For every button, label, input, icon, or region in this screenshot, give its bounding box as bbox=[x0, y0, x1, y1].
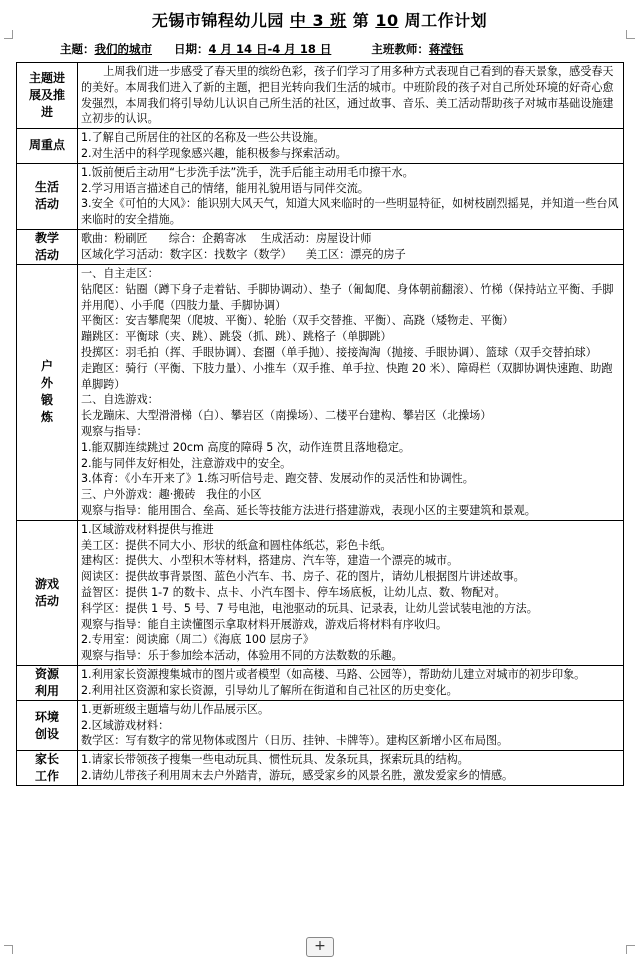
list-item: 观察与指导：能自主读懂图示拿取材料开展游戏，游戏后将材料有序收归。 bbox=[81, 617, 448, 631]
page-corner-mark bbox=[4, 30, 13, 39]
list-item: 1.利用家长资源搜集城市的图片或者模型（如高楼、马路、公园等），帮助幼儿建立对城市的初步印象。 bbox=[81, 667, 586, 681]
list-item: 3.体育：《小车开来了》1.练习听信号走、跑交替、发展动作的灵活性和协调性。 bbox=[81, 472, 474, 486]
list-item: 区域化学习活动：数字区：找数字（数学） 美工区：漂亮的房子 bbox=[81, 247, 406, 261]
label-life: 生活 活动 bbox=[17, 163, 78, 229]
list-item: 长龙蹦床、大型滑滑梯（白）、攀岩区（南操场）、二楼平台建构、攀岩区（北操场） bbox=[81, 409, 492, 423]
list-item: 2.区域游戏材料： bbox=[81, 718, 170, 732]
title-prefix: 无锡市锦程幼儿园 bbox=[151, 11, 290, 30]
label-resources: 资源 利用 bbox=[17, 665, 78, 700]
cell-theme-progress bbox=[78, 63, 624, 129]
list-item: 蹦跳区：平衡球（夹、跳）、跳袋（抓、跳）、跳格子（单脚跳） bbox=[81, 330, 392, 344]
theme-value: 我们的城市 bbox=[94, 42, 152, 56]
cell-resources bbox=[78, 665, 624, 700]
cell-teaching bbox=[78, 229, 624, 264]
weekly-plan-table bbox=[16, 62, 624, 786]
teacher-value: 蒋滢钰 bbox=[428, 42, 464, 56]
list-item: 观察与指导：乐于参加绘本活动，体验用不同的方法数数的乐趣。 bbox=[81, 649, 403, 663]
label-games: 游戏 活动 bbox=[17, 520, 78, 665]
list-item: 1.了解自己所居住的社区的名称及一些公共设施。 bbox=[81, 131, 325, 145]
list-item: 一、自主走区： bbox=[81, 266, 159, 280]
title-week-number: 10 bbox=[375, 11, 399, 30]
list-item: 2.请幼儿带孩子利用周末去户外踏青，游玩，感受家乡的风景名胜，激发爱家乡的情感。 bbox=[81, 769, 514, 783]
list-item: 走跑区：骑行（平衡、下肢力量）、小推车（双手推、单手拉、快跑 20 米）、障碍栏（双脚协调快速跑、助跑单脚跨） bbox=[81, 361, 613, 391]
list-item: 歌曲：粉刷匠 综合：企鹅寄冰 生成活动：房屋设计师 bbox=[81, 231, 372, 245]
date-label: 日期： bbox=[174, 42, 209, 56]
page-title bbox=[0, 8, 639, 31]
cell-life bbox=[78, 163, 624, 229]
list-item: 钻爬区：钻圈（蹲下身子走着钻、手脚协调动）、垫子（匍匐爬、身体朝前翻滚）、竹梯（保持站立平衡、手脚并用爬）、小手爬（四肢力量、手脚协调） bbox=[81, 282, 614, 312]
date-value: 4 月 14 日-4 月 18 日 bbox=[208, 42, 332, 56]
list-item: 建构区：提供大、小型积木等材料，搭建房、汽车等，建造一个漂亮的城市。 bbox=[81, 554, 459, 568]
theme-progress-text: 上周我们进一步感受了春天里的缤纷色彩，孩子们学习了用多种方式表现自己看到的春天景象，感受春天的美好。本周我们进入了新的主题，把目光转向我们生活的城市。中班阶段的孩子对自己所处环境的好奇心愈发强烈，本周我们将引导幼儿认识自己所生活的社区，通过故事、音乐、美工活动帮助孩子对城市基础设施建立初步的认识。 bbox=[81, 65, 614, 126]
page-corner-mark bbox=[626, 30, 635, 39]
title-class-name: 中 3 班 bbox=[289, 11, 347, 30]
label-outdoor: 户 外 锻 炼 bbox=[17, 264, 78, 520]
row-teaching bbox=[17, 229, 624, 264]
list-item: 益智区：提供 1-7 的数卡、点卡、小汽车图卡、停车场底板，让幼儿点、数、物配对。 bbox=[81, 585, 506, 599]
list-item: 观察与指导： bbox=[81, 424, 148, 438]
list-item: 1.能双脚连续跳过 20cm 高度的障碍 5 次，动作连贯且落地稳定。 bbox=[81, 440, 411, 454]
theme-label: 主题： bbox=[60, 42, 95, 56]
row-resources bbox=[17, 665, 624, 700]
row-theme-progress bbox=[17, 63, 624, 129]
cell-environment bbox=[78, 700, 624, 750]
list-item: 三、户外游戏：趣·搬砖 我住的小区 bbox=[81, 488, 262, 502]
list-item: 1.更新班级主题墙与幼儿作品展示区。 bbox=[81, 702, 270, 716]
row-games bbox=[17, 520, 624, 665]
list-item: 观察与指导：能用围合、垒高、延长等技能方法进行搭建游戏，表现小区的主要建筑和景观。 bbox=[81, 503, 536, 517]
row-outdoor bbox=[17, 264, 624, 520]
label-family: 家长 工作 bbox=[17, 751, 78, 786]
list-item: 科学区：提供 1 号、5 号、7 号电池，电池驱动的玩具、记录表，让幼儿尝试装电池的方法。 bbox=[81, 601, 538, 615]
row-life bbox=[17, 163, 624, 229]
teacher-label: 主班教师： bbox=[371, 42, 429, 56]
list-item: 美工区：提供不同大小、形状的纸盒和圆柱体纸芯，彩色卡纸。 bbox=[81, 538, 392, 552]
list-item: 1.请家长带领孩子搜集一些电动玩具、惯性玩具、发条玩具，探索玩具的结构。 bbox=[81, 753, 469, 767]
cell-outdoor bbox=[78, 264, 624, 520]
row-environment bbox=[17, 700, 624, 750]
row-family bbox=[17, 751, 624, 786]
label-teaching: 教学 活动 bbox=[17, 229, 78, 264]
cell-games bbox=[78, 520, 624, 665]
page-corner-mark bbox=[4, 945, 13, 954]
list-item: 1.饭前便后主动用“七步洗手法”洗手，洗手后能主动用毛巾擦干水。 bbox=[81, 165, 414, 179]
row-week-focus bbox=[17, 129, 624, 164]
label-week-focus: 周重点 bbox=[17, 129, 78, 164]
list-item: 2.能与同伴友好相处，注意游戏中的安全。 bbox=[81, 456, 292, 470]
list-item: 2.对生活中的科学现象感兴趣，能积极参与探索活动。 bbox=[81, 146, 347, 160]
list-item: 2.利用社区资源和家长资源，引导幼儿了解所在街道和自己社区的历史变化。 bbox=[81, 683, 458, 697]
list-item: 平衡区：安吉攀爬架（爬坡、平衡）、轮胎（双手交替推、平衡）、高跷（矮物走、平衡） bbox=[81, 314, 514, 328]
add-page-button[interactable]: + bbox=[306, 937, 334, 957]
list-item: 阅读区：提供故事背景图、蓝色小汽车、书、房子、花的图片，请幼儿根据图片讲述故事。 bbox=[81, 570, 525, 584]
list-item: 数学区：写有数字的常见物体或图片（日历、挂钟、卡牌等）。建构区新增小区布局图。 bbox=[81, 734, 509, 748]
list-item: 2.学习用语言描述自己的情绪，能用礼貌用语与同伴交流。 bbox=[81, 181, 369, 195]
title-suffix: 周工作计划 bbox=[398, 11, 488, 30]
list-item: 1.区域游戏材料提供与推进 bbox=[81, 522, 214, 536]
list-item: 3.安全《可怕的大风》：能识别大风天气，知道大风来临时的一些明显特征，如树枝剧烈摇晃，并知道一些台风来临时的安全措施。 bbox=[81, 197, 619, 227]
label-environment: 环境 创设 bbox=[17, 700, 78, 750]
cell-family bbox=[78, 751, 624, 786]
list-item: 二、自选游戏： bbox=[81, 393, 159, 407]
plan-subheader bbox=[60, 41, 463, 57]
label-theme-progress: 主题进 展及推 进 bbox=[17, 63, 78, 129]
list-item: 2.专用室：阅读廊（周二）《海底 100 层房子》 bbox=[81, 633, 314, 647]
title-week-prefix: 第 bbox=[346, 11, 376, 30]
cell-week-focus bbox=[78, 129, 624, 164]
page-corner-mark bbox=[626, 945, 635, 954]
list-item: 投掷区：羽毛拍（挥、手眼协调）、套圈（单手抛）、接接淘淘（抛接、手眼协调）、篮球（双手交替拍球） bbox=[81, 345, 597, 359]
